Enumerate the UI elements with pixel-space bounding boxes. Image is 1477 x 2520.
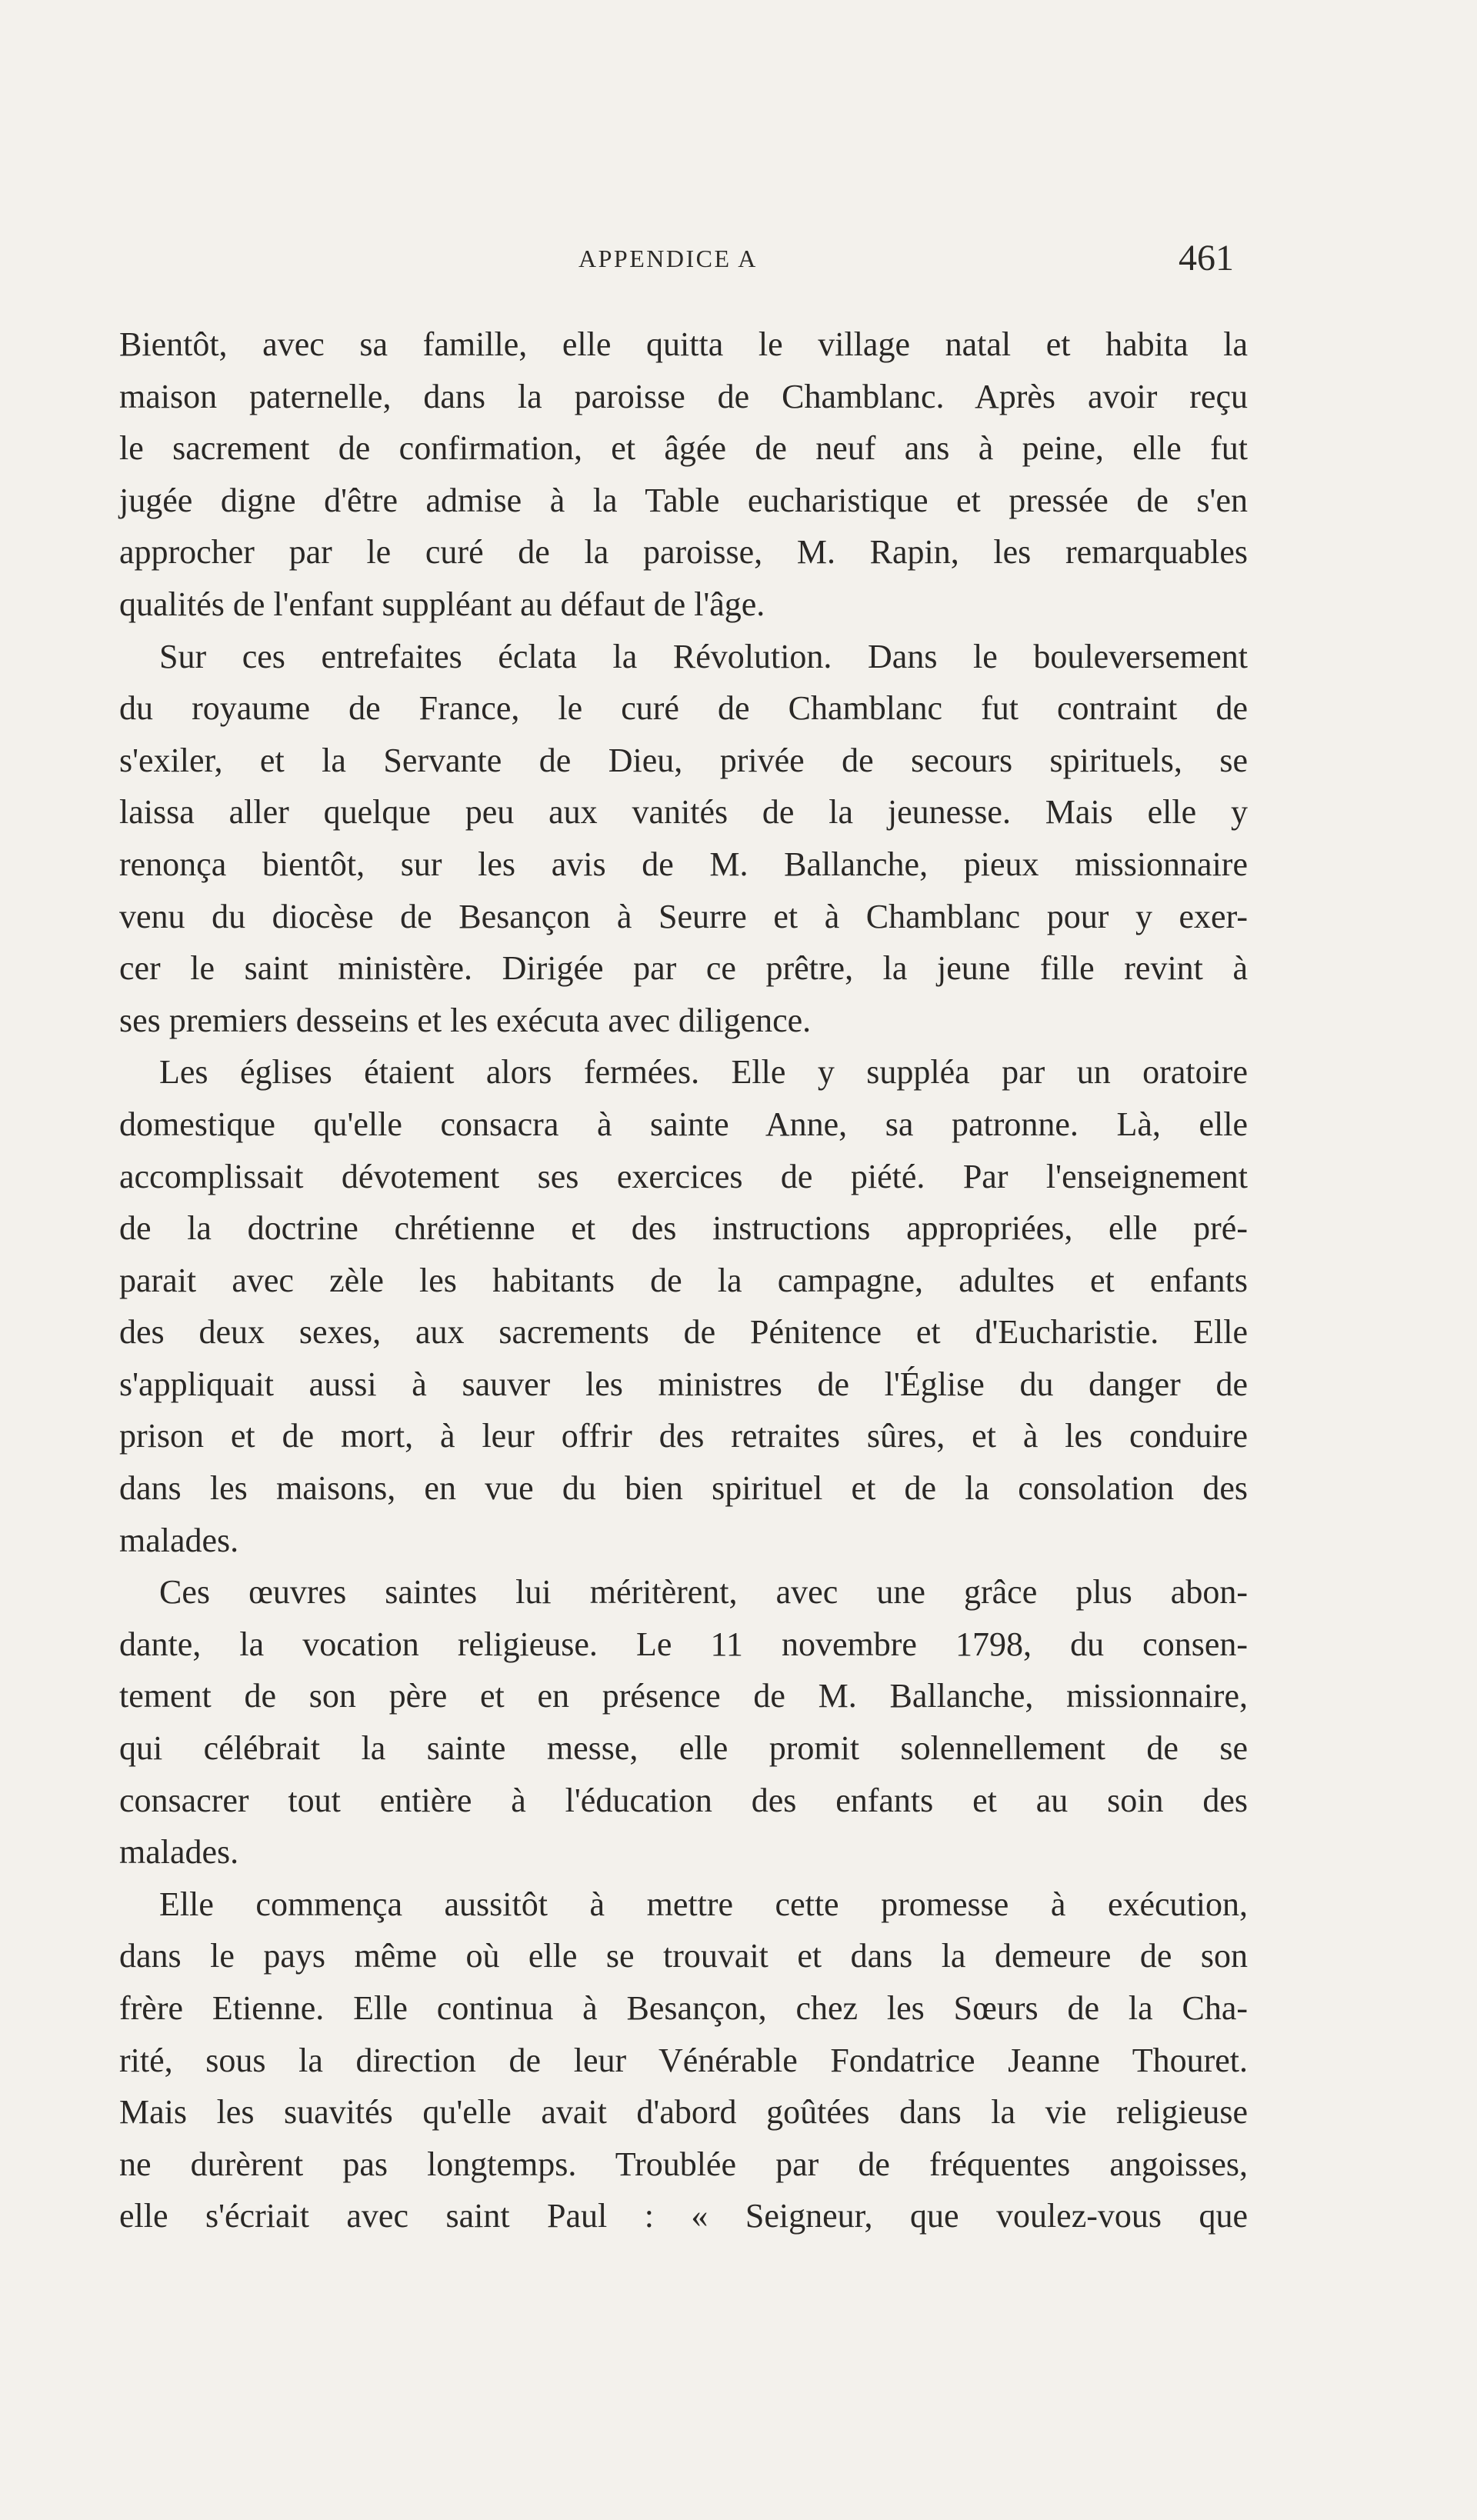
text-line: ne durèrent pas longtemps. Troublée par de fréquentes angoisses, [119, 2145, 1248, 2183]
running-head: APPENDICE A [578, 245, 758, 272]
text-line: rité, sous la direction de leur Vénérable Fondatrice Jeanne Thouret. [119, 2041, 1248, 2079]
text-line: elle s'écriait avec saint Paul : « Seigneur, que voulez-vous que [119, 2197, 1248, 2235]
text-line: Bientôt, avec sa famille, elle quitta le village natal et habita la [119, 325, 1248, 363]
text-line: s'appliquait aussi à sauver les ministres de l'Église du danger de [119, 1365, 1248, 1403]
text-line: le sacrement de confirmation, et âgée de neuf ans à peine, elle fut [119, 429, 1248, 468]
text-line: dante, la vocation religieuse. Le 11 novembre 1798, du consen- [119, 1625, 1248, 1663]
text-line: dans les maisons, en vue du bien spirituel et de la consolation des [119, 1469, 1248, 1508]
text-line: accomplissait dévotement ses exercices de piété. Par l'enseignement [119, 1157, 1248, 1195]
text-line: cer le saint ministère. Dirigée par ce prêtre, la jeune fille revint à [119, 949, 1248, 988]
text-line: Ces œuvres saintes lui méritèrent, avec une grâce plus abon- [159, 1573, 1248, 1612]
text-line: dans le pays même où elle se trouvait et dans la demeure de son [119, 1937, 1248, 1975]
text-line: parait avec zèle les habitants de la campagne, adultes et enfants [119, 1261, 1248, 1299]
body-text [119, 318, 1248, 2242]
text-line: s'exiler, et la Servante de Dieu, privée de secours spirituels, se [119, 741, 1248, 779]
text-line: maison paternelle, dans la paroisse de Chamblanc. Après avoir reçu [119, 377, 1248, 415]
text-line: frère Etienne. Elle continua à Besançon, chez les Sœurs de la Cha- [119, 1989, 1248, 2027]
text-line: Sur ces entrefaites éclata la Révolution. Dans le bouleversement [159, 637, 1248, 675]
text-line: du royaume de France, le curé de Chamblanc fut contraint de [119, 689, 1248, 728]
text-line: jugée digne d'être admise à la Table eucharistique et pressée de s'en [119, 481, 1248, 519]
text-line: consacrer tout entière à l'éducation des enfants et au soin des [119, 1781, 1248, 1819]
text-line: approcher par le curé de la paroisse, M. Rapin, les remarquables [119, 533, 1248, 572]
text-line: de la doctrine chrétienne et des instructions appropriées, elle pré- [119, 1209, 1248, 1248]
text-line: qui célébrait la sainte messe, elle promit solennellement de se [119, 1729, 1248, 1768]
text-line: laissa aller quelque peu aux vanités de la jeunesse. Mais elle y [119, 793, 1248, 832]
text-line: venu du diocèse de Besançon à Seurre et à Chamblanc pour y exer- [119, 897, 1248, 935]
text-line: tement de son père et en présence de M. Ballanche, missionnaire, [119, 1677, 1248, 1715]
page-number: 461 [1179, 238, 1234, 278]
text-line: Mais les suavités qu'elle avait d'abord goûtées dans la vie religieuse [119, 2093, 1248, 2132]
text-line: des deux sexes, aux sacrements de Pénitence et d'Eucharistie. Elle [119, 1313, 1248, 1352]
text-line: domestique qu'elle consacra à sainte Anne, sa patronne. Là, elle [119, 1105, 1248, 1143]
text-line: malades. [119, 1833, 239, 1872]
text-line: ses premiers desseins et les exécuta avec diligence. [119, 1001, 812, 1039]
text-line: malades. [119, 1521, 239, 1559]
page-header [0, 235, 1477, 282]
text-line: prison et de mort, à leur offrir des retraites sûres, et à les conduire [119, 1417, 1248, 1455]
text-line: qualités de l'enfant suppléant au défaut de l'âge. [119, 585, 765, 623]
text-line: Elle commença aussitôt à mettre cette promesse à exécution, [159, 1885, 1248, 1923]
text-line: renonça bientôt, sur les avis de M. Ballanche, pieux missionnaire [119, 845, 1248, 883]
text-line: Les églises étaient alors fermées. Elle y suppléa par un oratoire [159, 1053, 1248, 1092]
